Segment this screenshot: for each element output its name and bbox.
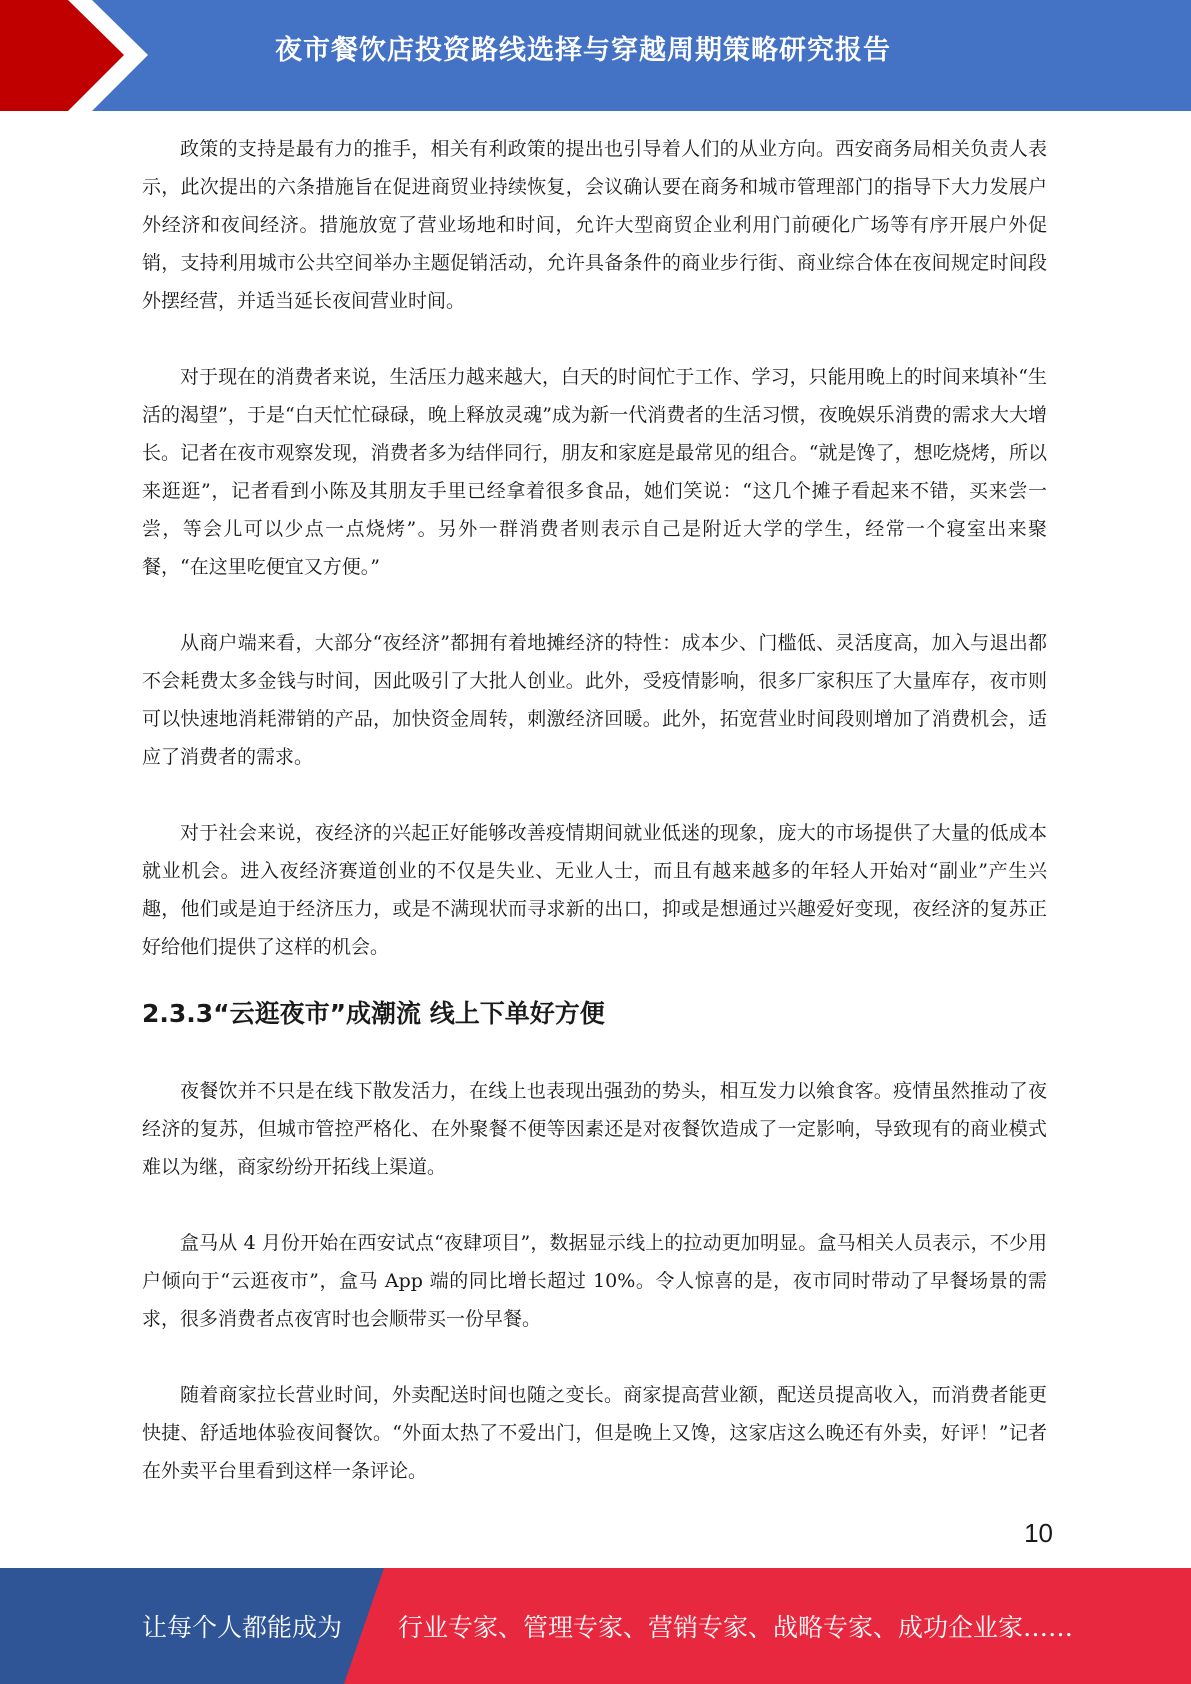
page-header bbox=[0, 0, 1191, 111]
paragraph: 盒马从 4 月份开始在西安试点“夜肆项目”，数据显示线上的拉动更加明显。盒马相关人员表示，不少用户倾向于“云逛夜市”，盒马 App 端的同比增长超过 10%。令人惊喜的是，夜市同时带动了早餐场景的需求，很多消费者点夜宵时也会顺带买一份早餐。 bbox=[142, 1232, 1047, 1330]
paragraph: 对于社会来说，夜经济的兴起正好能够改善疫情期间就业低迷的现象，庞大的市场提供了大量的低成本就业机会。进入夜经济赛道创业的不仅是失业、无业人士，而且有越来越多的年轻人开始对“副业”产生兴趣，他们或是迫于经济压力，或是不满现状而寻求新的出口，抑或是想通过兴趣爱好变现，夜经济的复苏正好给他们提供了这样的机会。 bbox=[142, 822, 1047, 958]
paragraph: 随着商家拉长营业时间，外卖配送时间也随之变长。商家提高营业额，配送员提高收入，而消费者能更快捷、舒适地体验夜间餐饮。“外面太热了不爱出门，但是晚上又馋，这家店这么晚还有外卖，好评！”记者在外卖平台里看到这样一条评论。 bbox=[142, 1384, 1047, 1482]
page-number: 10 bbox=[1024, 1518, 1053, 1548]
header-arrow-decoration bbox=[0, 0, 200, 111]
paragraph: 从商户端来看，大部分“夜经济”都拥有着地摊经济的特性：成本少、门槛低、灵活度高，加入与退出都不会耗费太多金钱与时间，因此吸引了大批人创业。此外，受疫情影响，很多厂家积压了大量库存，夜市则可以快速地消耗滞销的产品，加快资金周转，刺激经济回暖。此外，拓宽营业时间段则增加了消费机会，适应了消费者的需求。 bbox=[142, 632, 1047, 768]
paragraph: 夜餐饮并不只是在线下散发活力，在线上也表现出强劲的势头，相互发力以飨食客。疫情虽然推动了夜经济的复苏，但城市管控严格化、在外聚餐不便等因素还是对夜餐饮造成了一定影响，导致现有的商业模式难以为继，商家纷纷开拓线上渠道。 bbox=[142, 1080, 1047, 1178]
main-content bbox=[142, 130, 1047, 1528]
paragraph: 对于现在的消费者来说，生活压力越来越大，白天的时间忙于工作、学习，只能用晚上的时间来填补“生活的渴望”，于是“白天忙忙碌碌，晚上释放灵魂”成为新一代消费者的生活习惯，夜晚娱乐消费的需求大大增长。记者在夜市观察发现，消费者多为结伴同行，朋友和家庭是最常见的组合。“就是馋了，想吃烧烤，所以来逛逛”，记者看到小陈及其朋友手里已经拿着很多食品，她们笑说：“这几个摊子看起来不错，买来尝一尝，等会儿可以少点一点烧烤”。另外一群消费者则表示自己是附近大学的学生，经常一个寝室出来聚餐，“在这里吃便宜又方便。” bbox=[142, 366, 1047, 578]
footer-slogan-right: 行业专家、管理专家、营销专家、战略专家、成功企业家…… bbox=[398, 1613, 1074, 1642]
page-footer bbox=[0, 1568, 1191, 1684]
footer-slogan-left: 让每个人都能成为 bbox=[142, 1613, 343, 1642]
report-title: 夜市餐饮店投资路线选择与穿越周期策略研究报告 bbox=[275, 35, 891, 66]
section-heading: 2.3.3“云逛夜市”成潮流 线上下单好方便 bbox=[142, 999, 605, 1028]
paragraph: 政策的支持是最有力的推手，相关有利政策的提出也引导着人们的从业方向。西安商务局相关负责人表示，此次提出的六条措施旨在促进商贸业持续恢复，会议确认要在商务和城市管理部门的指导下大力发展户外经济和夜间经济。措施放宽了营业场地和时间，允许大型商贸企业利用门前硬化广场等有序开展户外促销，支持利用城市公共空间举办主题促销活动，允许具备条件的商业步行街、商业综合体在夜间规定时间段外摆经营，并适当延长夜间营业时间。 bbox=[142, 138, 1047, 312]
